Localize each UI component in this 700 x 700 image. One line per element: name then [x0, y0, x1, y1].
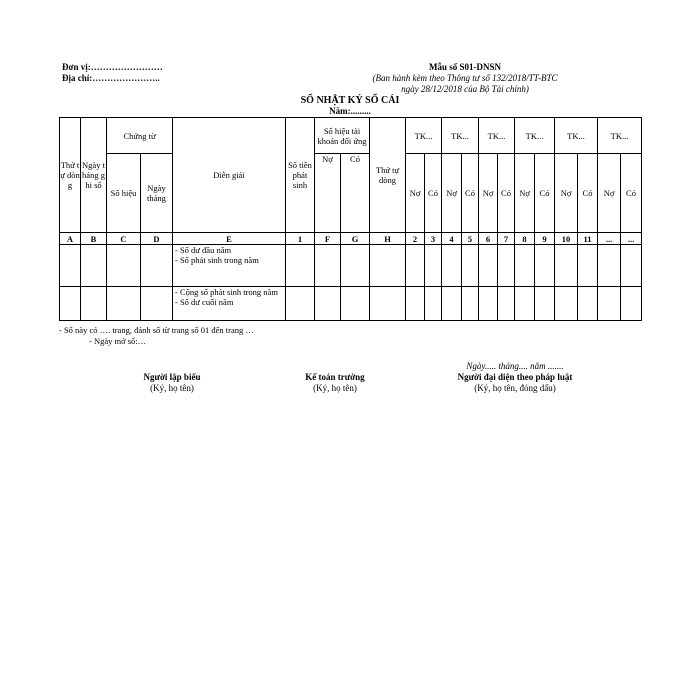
tk-debit: Nợ [515, 154, 535, 233]
tk-debit: Nợ [479, 154, 498, 233]
tk-debit: Nợ [598, 154, 621, 233]
row-opening-desc [173, 245, 286, 287]
year-label: Năm:......... [329, 106, 371, 116]
column-letter: 7 [498, 233, 515, 245]
tk-header: TK... [598, 118, 642, 154]
unit-label: Đơn vị:…………………… [62, 62, 163, 72]
address-label: Địa chỉ:………………….. [62, 73, 160, 83]
column-letter: C [107, 233, 141, 245]
col-amount: Số tiền phát sinh [286, 118, 315, 233]
column-letter: 2 [406, 233, 425, 245]
tk-debit: Nợ [442, 154, 462, 233]
col-description: Diễn giải [173, 118, 286, 233]
col-voucher: Chứng từ [107, 118, 173, 154]
column-letter: 8 [515, 233, 535, 245]
tk-credit: Có [535, 154, 555, 233]
column-letter: B [81, 233, 107, 245]
col-line-order: Thứ tự dòng [370, 118, 406, 233]
tk-header: TK... [555, 118, 598, 154]
column-letter: E [173, 233, 286, 245]
tk-header: TK... [442, 118, 479, 154]
tk-credit: Có [462, 154, 479, 233]
table-row [60, 245, 642, 287]
column-letter: ... [621, 233, 642, 245]
page-title: SỔ NHẬT KÝ SỔ CÁI [300, 95, 400, 106]
column-letter-row [60, 233, 642, 245]
col-contra-account: Số hiệu tài khoản đối ứng [315, 118, 370, 154]
column-letter: 10 [555, 233, 578, 245]
page-count-note: - Sổ này có …. trang, đánh số từ trang số 01 đến trang … [59, 325, 254, 335]
row-closing-desc [173, 287, 286, 321]
column-letter: D [141, 233, 173, 245]
column-letter: H [370, 233, 406, 245]
tk-credit: Có [425, 154, 442, 233]
column-letter: 3 [425, 233, 442, 245]
total-transactions-label: - Cộng số phát sinh trong năm [175, 287, 278, 297]
table-row [60, 287, 642, 321]
chief-accountant-title: Kế toán trưởng [305, 372, 365, 382]
column-letter: 6 [479, 233, 498, 245]
legal-representative-title: Người đại diện theo pháp luật [457, 372, 573, 382]
column-letter: 9 [535, 233, 555, 245]
col-record-date: Ngày tháng ghi sổ [81, 118, 107, 233]
period-transactions-label: - Số phát sinh trong năm [175, 255, 259, 265]
chief-accountant-sign-hint: (Ký, họ tên) [313, 383, 357, 393]
column-letter: ... [598, 233, 621, 245]
open-date-note: - Ngày mở sổ:… [89, 336, 147, 346]
col-credit: Có [341, 154, 370, 233]
preparer-title: Người lập biểu [143, 372, 201, 382]
tk-debit: Nợ [406, 154, 425, 233]
legal-representative-sign-hint: (Ký, họ tên, đóng dấu) [474, 383, 556, 393]
tk-header: TK... [406, 118, 442, 154]
tk-credit: Có [578, 154, 598, 233]
closing-balance-label: - Số dư cuối năm [175, 297, 234, 307]
tk-header: TK... [479, 118, 515, 154]
column-letter: 11 [578, 233, 598, 245]
column-letter: 4 [442, 233, 462, 245]
column-letter: 5 [462, 233, 479, 245]
tk-debit: Nợ [555, 154, 578, 233]
column-letter: G [341, 233, 370, 245]
column-letter: F [315, 233, 341, 245]
form-code: Mẫu số S01-DNSN [428, 62, 501, 72]
issued-line-2: ngày 28/12/2018 của Bộ Tài chính) [401, 84, 529, 94]
col-voucher-date: Ngày tháng [141, 154, 173, 233]
tk-header: TK... [515, 118, 555, 154]
ledger-table [59, 117, 642, 321]
preparer-sign-hint: (Ký, họ tên) [150, 383, 194, 393]
opening-balance-label: - Số dư đầu năm [175, 245, 232, 255]
tk-credit: Có [621, 154, 642, 233]
sign-date-line: Ngày..... tháng.... năm ....... [466, 361, 564, 371]
column-letter: 1 [286, 233, 315, 245]
tk-credit: Có [498, 154, 515, 233]
col-line-no: Thứ tự dòng [60, 118, 81, 233]
col-debit: Nợ [315, 154, 341, 233]
column-letter: A [60, 233, 81, 245]
col-voucher-no: Số hiệu [107, 154, 141, 233]
issued-line-1: (Ban hành kèm theo Thông tư số 132/2018/TT-BTC [372, 73, 558, 83]
